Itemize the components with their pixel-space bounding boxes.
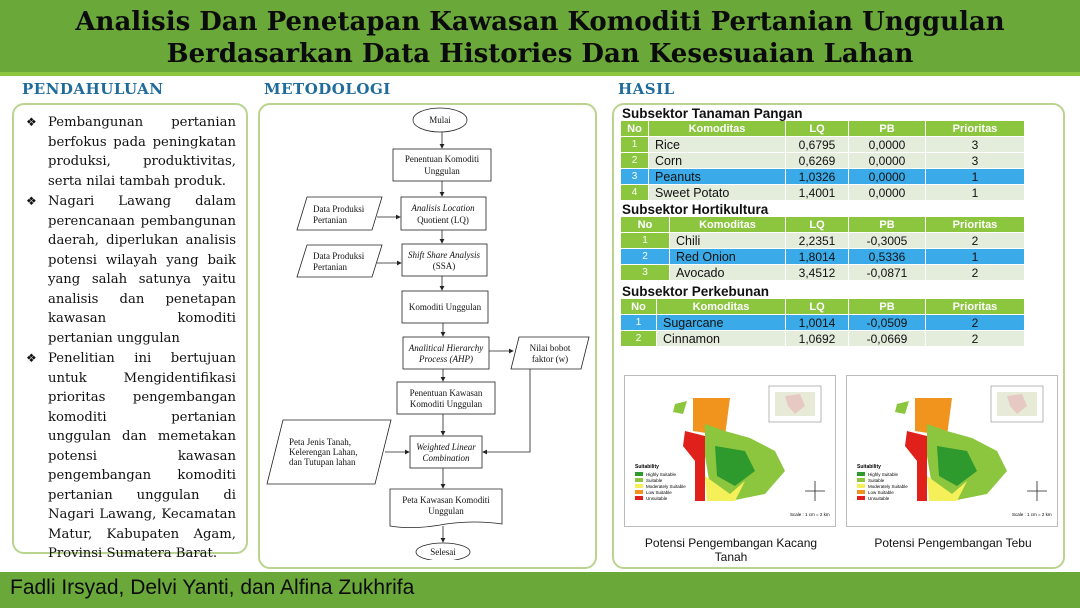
methodology-flowchart: [255, 100, 595, 560]
legend-swatch: [635, 490, 643, 494]
table-cell: 2: [926, 265, 1024, 280]
table-row: [621, 185, 1024, 200]
table-cell: -0,0871: [849, 265, 925, 280]
table-cell: No: [621, 299, 656, 314]
table-cell: 2: [621, 331, 656, 346]
table-cell: 2,2351: [786, 233, 848, 248]
svg-text:Shift Share Analysis: Shift Share Analysis: [408, 250, 480, 260]
legend-title: Suitability: [635, 464, 659, 470]
table-cell: Komoditas: [670, 217, 785, 232]
svg-text:Penentuan Komoditi: Penentuan Komoditi: [404, 154, 480, 164]
svg-text:Peta Kawasan Komoditi: Peta Kawasan Komoditi: [402, 495, 490, 505]
table-title-hortikultura: Subsektor Hortikultura: [622, 202, 769, 217]
col-lq: LQ: [786, 121, 848, 136]
table-cell: 0,0000: [849, 137, 925, 152]
table-cell: 2: [621, 249, 669, 264]
section-title-method: METODOLOGI: [264, 80, 391, 98]
flow-step-lq: [401, 197, 486, 230]
authors: Fadli Irsyad, Delvi Yanti, dan Alfina Zukhrifa: [10, 576, 415, 599]
legend-title: Suitability: [857, 464, 881, 470]
legend-label: Unsuitable: [868, 496, 890, 501]
map-scale: Scale : 1 cm = 2 km: [790, 512, 830, 517]
table-cell: 3: [621, 265, 669, 280]
table-cell: Peanuts: [649, 169, 785, 184]
svg-text:Peta Jenis Tanah,: Peta Jenis Tanah,: [289, 437, 351, 447]
flow-step-ssa: [402, 244, 487, 276]
section-title-intro: PENDAHULUAN: [22, 80, 164, 98]
table-cell: 1: [621, 315, 656, 330]
col-pb: PB: [849, 121, 925, 136]
svg-text:Pertanian: Pertanian: [313, 215, 347, 225]
svg-text:Penentuan Kawasan: Penentuan Kawasan: [409, 388, 483, 398]
svg-text:Quotient (LQ): Quotient (LQ): [417, 215, 469, 225]
table-cell: Komoditas: [657, 299, 785, 314]
table-cell: 0,0000: [849, 169, 925, 184]
suitability-map: [847, 376, 1057, 526]
legend-label: Low Suitable: [868, 490, 894, 495]
svg-text:Selesai: Selesai: [430, 547, 456, 557]
table-cell: Avocado: [670, 265, 785, 280]
table-pangan: [620, 120, 1025, 201]
table-cell: 1: [926, 185, 1024, 200]
svg-text:Unggulan: Unggulan: [424, 166, 460, 176]
legend-swatch: [635, 472, 643, 476]
table-cell: 1,0692: [786, 331, 848, 346]
map-scale: Scale : 1 cm = 2 km: [1012, 512, 1052, 517]
table-cell: Corn: [649, 153, 785, 168]
svg-text:Analisis Location: Analisis Location: [411, 203, 475, 213]
table-cell: 3: [621, 169, 648, 184]
table-cell: 2: [926, 233, 1024, 248]
svg-text:Komoditi Unggulan: Komoditi Unggulan: [409, 399, 483, 409]
table-cell: Red Onion: [670, 249, 785, 264]
legend-swatch: [635, 496, 643, 500]
table-cell: PB: [849, 299, 925, 314]
table-cell: Chili: [670, 233, 785, 248]
legend-label: Moderately Suitable: [646, 484, 686, 489]
intro-bullet: ❖ Pembangunan pertanian berfokus pada peningkatan produksi, produktivitas, serta nilai tambah produk.: [24, 113, 236, 191]
legend-swatch: [857, 478, 865, 482]
flow-data-peta-input: [267, 420, 391, 484]
table-cell: 2: [926, 315, 1024, 330]
flow-output-peta-kawasan: [390, 489, 502, 528]
svg-text:Data Produksi: Data Produksi: [313, 251, 365, 261]
legend-label: Unsuitable: [646, 496, 668, 501]
table-cell: 0,6269: [786, 153, 848, 168]
table-cell: -0,3005: [849, 233, 925, 248]
svg-text:(SSA): (SSA): [432, 261, 456, 271]
table-cell: Sweet Potato: [649, 185, 785, 200]
table-cell: 4: [621, 185, 648, 200]
table-title-perkebunan: Subsektor Perkebunan: [622, 284, 770, 299]
table-row: [621, 331, 1024, 346]
table-cell: 2: [926, 331, 1024, 346]
suitability-map: [625, 376, 835, 526]
table-cell: -0,0509: [849, 315, 925, 330]
table-cell: 1,4001: [786, 185, 848, 200]
map-kacang-tanah: [624, 375, 836, 527]
table-cell: Prioritas: [926, 299, 1024, 314]
table-cell: Cinnamon: [657, 331, 785, 346]
table-title-pangan: Subsektor Tanaman Pangan: [622, 106, 803, 121]
legend-swatch: [857, 496, 865, 500]
svg-text:Data Produksi: Data Produksi: [313, 204, 365, 214]
legend-swatch: [857, 490, 865, 494]
table-row-highlighted: [621, 249, 1024, 264]
svg-text:Nilai bobot: Nilai bobot: [529, 343, 571, 353]
flow-step-ahp: [403, 337, 489, 369]
intro-panel: [12, 103, 248, 561]
table-row: [621, 137, 1024, 152]
col-komoditas: Komoditas: [649, 121, 785, 136]
svg-text:Combination: Combination: [422, 453, 470, 463]
table-cell: 0,0000: [849, 185, 925, 200]
table-perkebunan: [620, 298, 1025, 347]
table-cell: 1,0014: [786, 315, 848, 330]
svg-text:Unggulan: Unggulan: [428, 506, 464, 516]
table-cell: 3,4512: [786, 265, 848, 280]
table-row: [621, 153, 1024, 168]
table-row: [621, 233, 1024, 248]
table-row: [621, 265, 1024, 280]
legend-label: Low Suitable: [646, 490, 672, 495]
table-cell: 1: [926, 249, 1024, 264]
poster-header: [0, 0, 1080, 76]
table-cell: 1,8014: [786, 249, 848, 264]
table-cell: Sugarcane: [657, 315, 785, 330]
table-cell: Prioritas: [926, 217, 1024, 232]
svg-text:Mulai: Mulai: [429, 115, 451, 125]
title-line-2: Berdasarkan Data Histories Dan Kesesuaian Lahan: [166, 39, 914, 69]
table-cell: -0,0669: [849, 331, 925, 346]
table-row-highlighted: [621, 169, 1024, 184]
svg-text:Analitical Hierarchy: Analitical Hierarchy: [408, 343, 484, 353]
intro-bullet: ❖ Penelitian ini bertujuan untuk Mengidentifikasi prioritas pengembangan komoditi pertanian unggulan dan memetakan potensi kawasan pengembangan komoditi pertanian unggulan di Nagari Lawang, Kecamatan Matur, Kabupaten Agam, Provinsi Sumatera Barat.: [24, 349, 236, 564]
table-cell: 3: [926, 153, 1024, 168]
north-arrow-icon: [1027, 481, 1047, 501]
table-cell: 0,6795: [786, 137, 848, 152]
table-hortikultura: [620, 216, 1025, 281]
svg-text:faktor (w): faktor (w): [531, 354, 569, 364]
table-row-highlighted: [621, 315, 1024, 330]
table-cell: LQ: [786, 217, 848, 232]
svg-text:dan Tutupan lahan: dan Tutupan lahan: [289, 457, 356, 467]
section-title-result: HASIL: [618, 80, 675, 98]
flow-data-nilai-bobot: [511, 337, 589, 369]
north-arrow-icon: [805, 481, 825, 501]
map-caption-tebu: Potensi Pengembangan Tebu: [874, 536, 1032, 550]
table-cell: 0,0000: [849, 153, 925, 168]
table-cell: PB: [849, 217, 925, 232]
map-caption-kacang-tanah: Potensi Pengembangan Kacang Tanah: [644, 536, 818, 564]
legend-label: Highly Suitable: [646, 472, 677, 477]
table-cell: Rice: [649, 137, 785, 152]
legend-label: Suitable: [646, 478, 663, 483]
flow-step-wlc: [410, 436, 482, 468]
legend-swatch: [857, 472, 865, 476]
legend-label: Highly Suitable: [868, 472, 899, 477]
map-tebu: [846, 375, 1058, 527]
table-cell: 1: [926, 169, 1024, 184]
col-prioritas: Prioritas: [926, 121, 1024, 136]
flow-step-komoditi-unggulan: [402, 291, 488, 323]
svg-text:Process (AHP): Process (AHP): [419, 354, 473, 364]
table-cell: 0,5336: [849, 249, 925, 264]
legend-swatch: [635, 478, 643, 482]
legend-label: Suitable: [868, 478, 885, 483]
svg-text:Weighted Linear: Weighted Linear: [416, 442, 476, 452]
table-cell: 1: [621, 233, 669, 248]
table-cell: 1,0326: [786, 169, 848, 184]
svg-text:Pertanian: Pertanian: [313, 262, 347, 272]
table-cell: 1: [621, 137, 648, 152]
table-cell: 3: [926, 137, 1024, 152]
flow-data-produksi-1: [297, 197, 382, 230]
flow-end: [416, 543, 470, 560]
flow-start: [413, 108, 467, 132]
table-cell: 2: [621, 153, 648, 168]
table-cell: LQ: [786, 299, 848, 314]
title-line-1: Analisis Dan Penetapan Kawasan Komoditi Pertanian Unggulan: [75, 7, 1005, 37]
poster-footer: [0, 572, 1080, 608]
table-cell: No: [621, 217, 669, 232]
legend-label: Moderately Suitable: [868, 484, 908, 489]
svg-text:Komoditi Unggulan: Komoditi Unggulan: [408, 302, 482, 312]
intro-bullet: ❖ Nagari Lawang dalam perencanaan pembangunan daerah, diperlukan analisis potensi wilayah yang baik yang salah satunya yaitu analisis dan penetapan kawasan komoditi pertanian unggulan: [24, 192, 236, 348]
legend-swatch: [857, 484, 865, 488]
col-no: No: [621, 121, 648, 136]
flow-step-penentuan-komoditi: [393, 149, 491, 181]
flow-step-penentuan-kawasan: [397, 382, 495, 414]
legend-swatch: [635, 484, 643, 488]
svg-text:Kelerengan Lahan,: Kelerengan Lahan,: [289, 447, 358, 457]
flow-data-produksi-2: [297, 245, 382, 277]
